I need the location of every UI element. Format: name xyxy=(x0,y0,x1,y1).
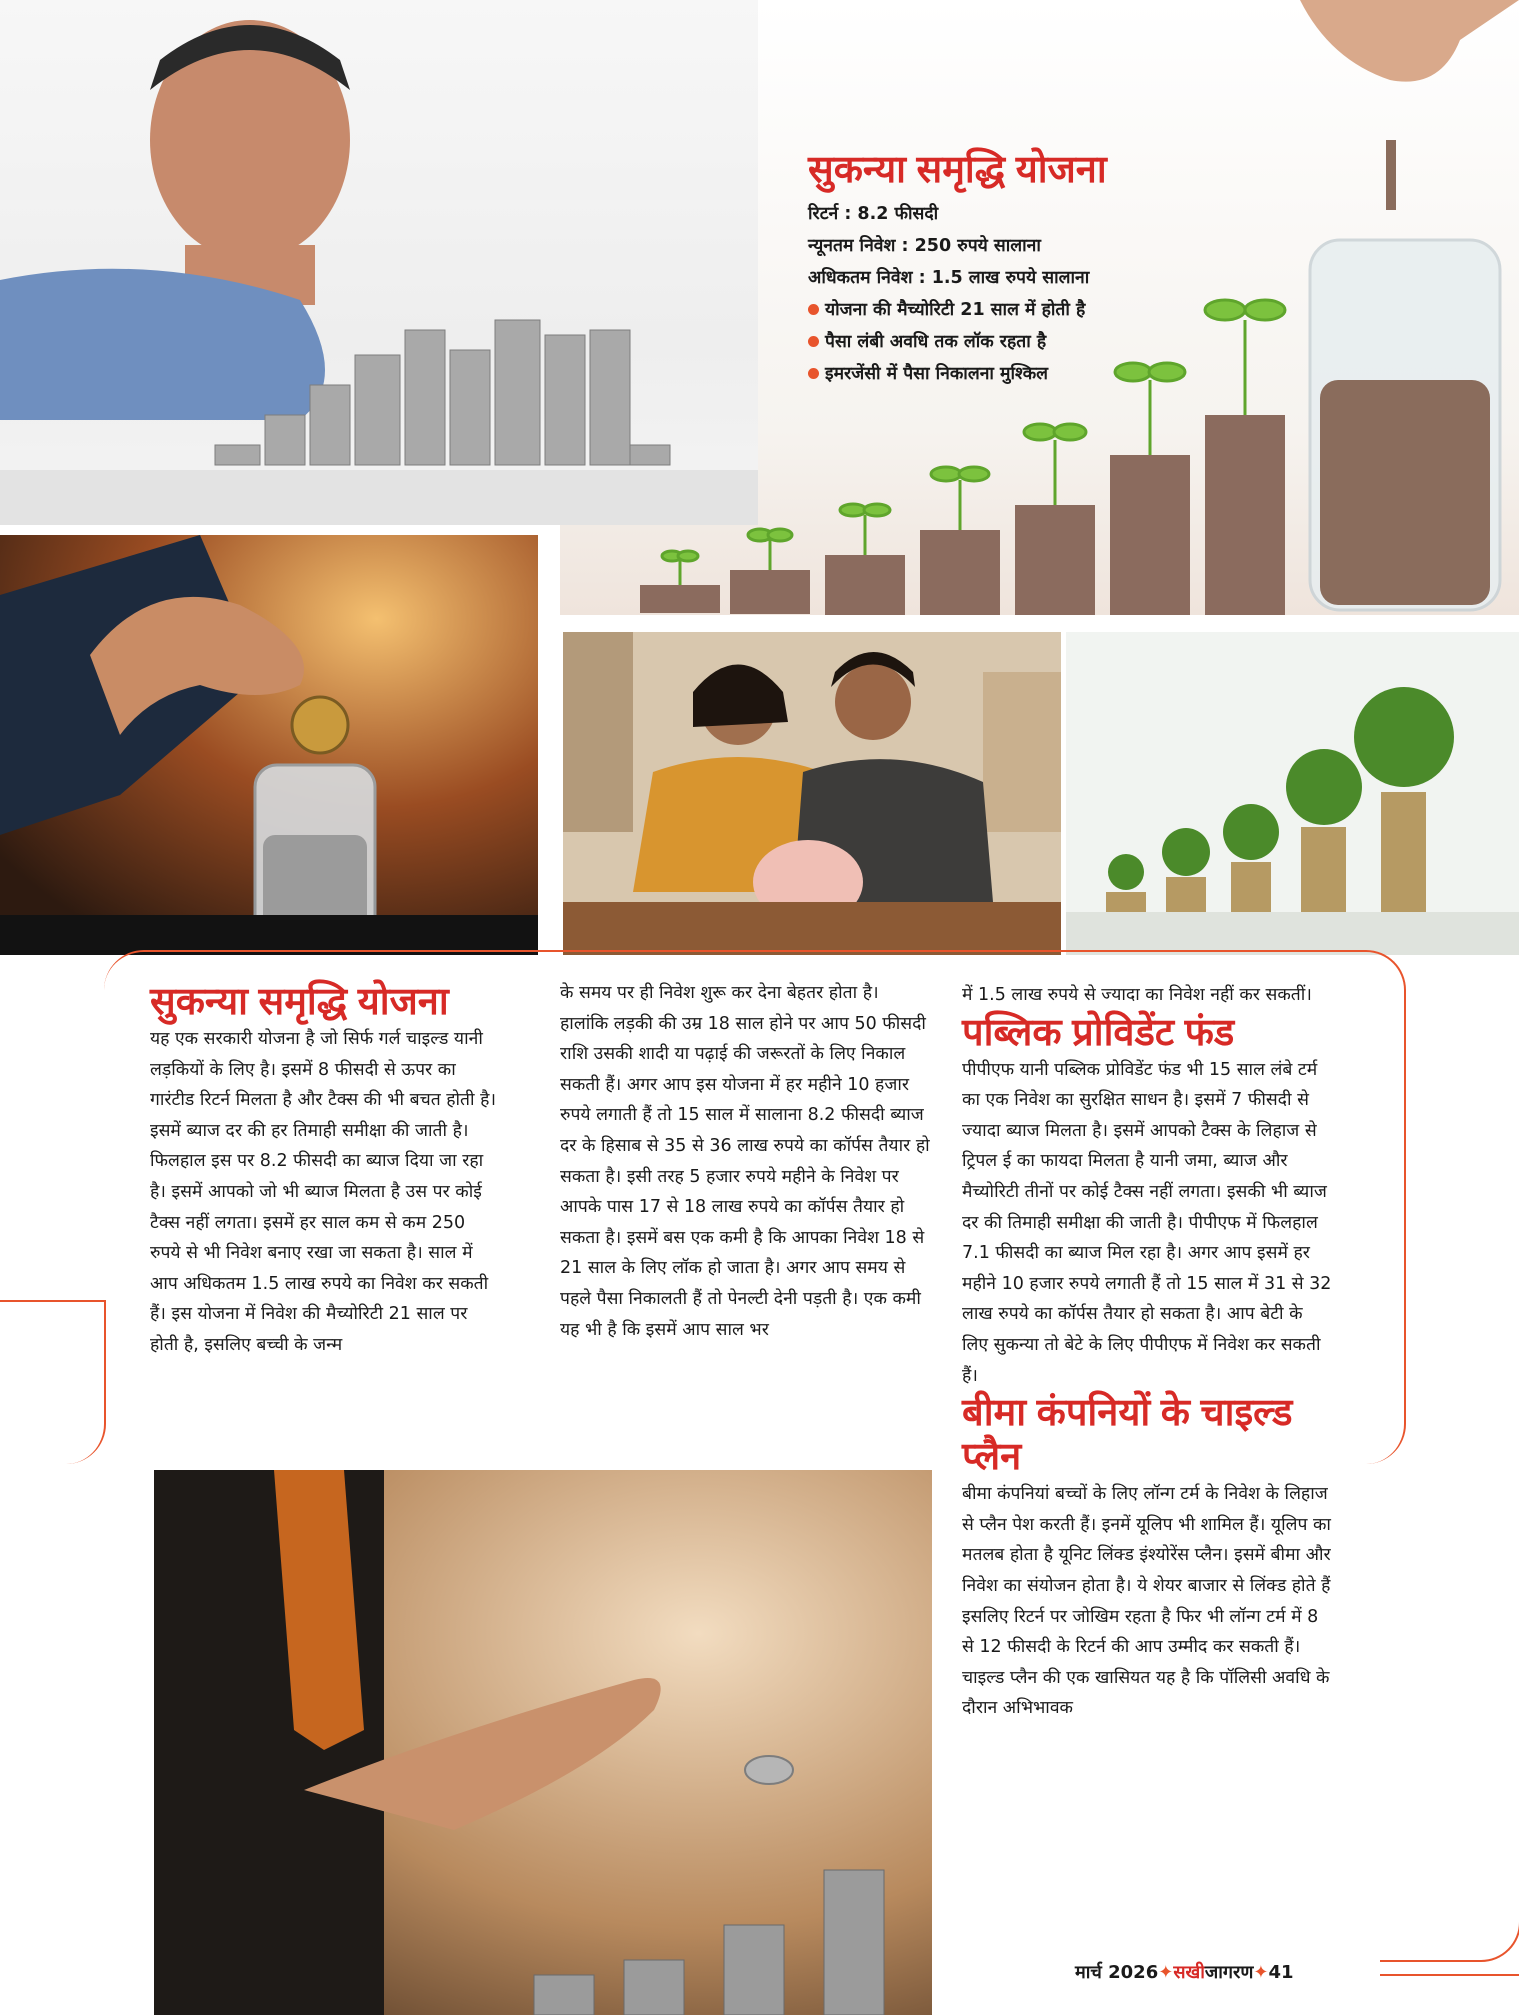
footer-rule xyxy=(1380,1974,1519,1976)
info-bullet: पैसा लंबी अवधि तक लॉक रहता है xyxy=(808,326,1138,358)
heading-child-plan: बीमा कंपनियों के चाइल्ड प्लैन xyxy=(962,1392,1293,1479)
trees-coins-photo xyxy=(1066,632,1519,955)
hand-jar-photo xyxy=(0,535,538,955)
info-bullet: इमरजेंसी में पैसा निकालना मुश्किल xyxy=(808,358,1138,390)
paragraph-intro: में 1.5 लाख रुपये से ज्यादा का निवेश नहीं कर सकतीं। xyxy=(962,985,1312,1005)
page-footer xyxy=(1075,1960,1294,1984)
article-column-3 xyxy=(962,980,1332,1724)
info-return: रिटर्न : 8.2 फीसदी xyxy=(808,203,939,224)
info-max-invest: अधिकतम निवेश : 1.5 लाख रुपये सालाना xyxy=(808,267,1090,288)
info-min-invest: न्यूनतम निवेश : 250 रुपये सालाना xyxy=(808,235,1041,256)
footer-brand-b: जागरण xyxy=(1204,1962,1254,1983)
article-column-1 xyxy=(150,980,500,1361)
article-frame-right xyxy=(1380,950,1519,1962)
footer-month: मार्च 2026 xyxy=(1075,1962,1159,1983)
footer-plus-icon: ✦ xyxy=(1158,1962,1174,1983)
info-bullet: योजना की मैच्योरिटी 21 साल में होती है xyxy=(808,294,1138,326)
couple-piggy-photo xyxy=(563,632,1061,955)
info-box-title: सुकन्या समृद्धि योजना xyxy=(808,149,1107,191)
paragraph-sukanya-cont: के समय पर ही निवेश शुरू कर देना बेहतर होता है। हालांकि लड़की की उम्र 18 साल होने पर आप 50 फीसदी राशि उसकी शादी या पढ़ाई की जरूरतों के लिए निकाल सकती हैं। अगर आप इस योजना में हर महीने 10 हजार रुपये लगाती हैं तो 15 साल में सालाना 8.2 फीसदी ब्याज दर के हिसाब से 35 से 36 लाख रुपये का कॉर्पस तैयार हो सकता है। इसी तरह 5 हजार रुपये महीने के निवेश पर आपके पास 17 से 18 लाख रुपये का कॉर्पस तैयार हो सकता है। इसमें बस एक कमी है कि आपका निवेश 18 से 21 साल के लिए लॉक हो जाता है। अगर आप समय से पहले पैसा निकालती हैं तो पेनल्टी देनी पड़ती है। एक कमी यह भी है कि इसमें आप साल भर xyxy=(560,983,930,1340)
heading-sukanya: सुकन्या समृद्धि योजना xyxy=(150,981,449,1023)
footer-plus-icon: ✦ xyxy=(1253,1962,1269,1983)
article-column-2 xyxy=(560,978,930,1345)
heading-ppf: पब्लिक प्रोविडेंट फंड xyxy=(962,1011,1235,1054)
paragraph-sukanya: यह एक सरकारी योजना है जो सिर्फ गर्ल चाइल्ड यानी लड़कियों के लिए है। इसमें 8 फीसदी से ऊपर का गारंटीड रिटर्न मिलता है और टैक्स की भी बचत होती है। इसमें ब्याज दर की हर तिमाही समीक्षा की जाती है। फिलहाल इस पर 8.2 फीसदी का ब्याज दिया जा रहा है। इसमें आपको जो भी ब्याज मिलता है उस पर कोई टैक्स नहीं लगता। इसमें हर साल कम से कम 250 रुपये से भी निवेश बनाए रखा जा सकता है। साल में आप अधिकतम 1.5 लाख रुपये का निवेश कर सकती हैं। इस योजना में निवेश की मैच्योरिटी 21 साल पर होती है, इसलिए बच्ची के जन्म xyxy=(150,1029,497,1355)
man-coins-photo xyxy=(0,0,758,525)
footer-brand-a: सखी xyxy=(1173,1962,1205,1983)
paragraph-ppf: पीपीएफ यानी पब्लिक प्रोविडेंट फंड भी 15 साल लंबे टर्म का एक निवेश का सुरक्षित साधन है। इसमें 7 फीसदी से ज्यादा ब्याज मिलता है। इसमें आपको टैक्स के लिहाज से ट्रिपल ई का फायदा मिलता है यानी जमा, ब्याज और मैच्योरिटी तीनों पर कोई टैक्स नहीं लगता। इसकी भी ब्याज दर की तिमाही समीक्षा की जाती है। पीपीएफ में फिलहाल 7.1 फीसदी का ब्याज मिल रहा है। अगर आप इसमें हर महीने 10 हजार रुपये लगाती हैं तो 15 साल में 31 से 32 लाख रुपये का कॉर्पस तैयार हो सकता है। आप बेटी के लिए सुकन्या तो बेटे के लिए पीपीएफ में निवेश कर सकती हैं। xyxy=(962,1059,1332,1386)
hand-stacks-photo xyxy=(154,1470,932,2015)
article-frame-left xyxy=(0,1300,106,1464)
paragraph-child-plan: बीमा कंपनियां बच्चों के लिए लॉन्ग टर्म के निवेश के लिहाज से प्लैन पेश करती हैं। इनमें यूलिप भी शामिल हैं। यूलिप का मतलब होता है यूनिट लिंक्ड इंश्योरेंस प्लैन। इसमें बीमा और निवेश का संयोजन होता है। ये शेयर बाजार से लिंक्ड होते हैं इसलिए रिटर्न पर जोखिम रहता है फिर भी लॉन्ग टर्म में 8 से 12 फीसदी के रिटर्न की आप उम्मीद कर सकती हैं। चाइल्ड प्लैन की एक खासियत यह है कि पॉलिसी अवधि के दौरान अभिभावक xyxy=(962,1484,1331,1719)
page-number: 41 xyxy=(1268,1962,1294,1983)
scheme-info-box xyxy=(808,150,1138,390)
